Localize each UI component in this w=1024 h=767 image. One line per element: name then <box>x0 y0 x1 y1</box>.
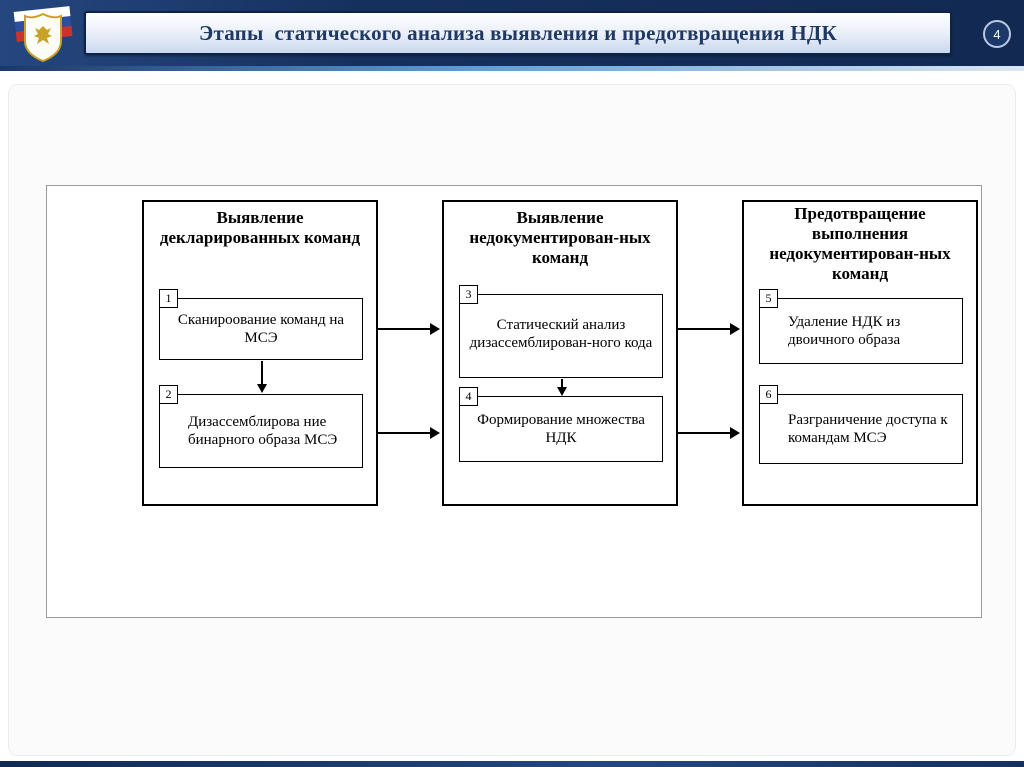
step-label: Статический анализ дизассемблирован-ного кода <box>469 316 653 351</box>
column-title: Выявление декларированных команд <box>159 208 361 248</box>
arrow-right-icon <box>378 328 430 330</box>
step-box-3 <box>459 287 663 378</box>
step-box-5 <box>759 291 963 364</box>
step-number-2: 2 <box>159 385 178 404</box>
column-title: Выявление недокументирован-ных команд <box>469 208 651 268</box>
diagram-column-prevention <box>742 200 978 506</box>
arrow-right-icon <box>678 432 730 434</box>
arrow-down-icon <box>261 361 263 384</box>
column-title: Предотвращение выполнения недокументирован-ных команд <box>769 204 951 284</box>
step-number-5: 5 <box>759 289 778 308</box>
step-box-1 <box>159 291 363 360</box>
slide-number: 4 <box>993 26 1001 42</box>
title-plate <box>84 11 952 55</box>
russian-coat-of-arms-icon <box>9 3 77 63</box>
step-box-6 <box>759 387 963 464</box>
step-number-1: 1 <box>159 289 178 308</box>
step-box-2 <box>159 387 363 468</box>
step-label: Сканироование команд на МСЭ <box>177 311 345 346</box>
slide-title: Этапы статического анализа выявления и предотвращения НДК <box>199 20 837 45</box>
step-number-6: 6 <box>759 385 778 404</box>
diagram-column-undocumented <box>442 200 678 506</box>
step-box-4 <box>459 389 663 462</box>
step-number-4: 4 <box>459 387 478 406</box>
diagram-column-declared <box>142 200 378 506</box>
step-number-3: 3 <box>459 285 478 304</box>
footer-line <box>0 761 1024 767</box>
step-label: Дизассемблирова ние бинарного образа МСЭ <box>188 413 338 448</box>
slide-body <box>8 84 1016 756</box>
slide-number-badge <box>983 20 1011 48</box>
arrow-down-icon <box>561 379 563 387</box>
step-label: Разграничение доступа к командам МСЭ <box>788 411 948 446</box>
arrow-right-icon <box>378 432 430 434</box>
diagram-container <box>46 185 982 618</box>
step-label: Формирование множества НДК <box>477 411 645 446</box>
header-accent-line <box>0 66 1024 71</box>
step-label: Удаление НДК из двоичного образа <box>788 313 901 348</box>
arrow-right-icon <box>678 328 730 330</box>
header-bar <box>0 0 1024 66</box>
